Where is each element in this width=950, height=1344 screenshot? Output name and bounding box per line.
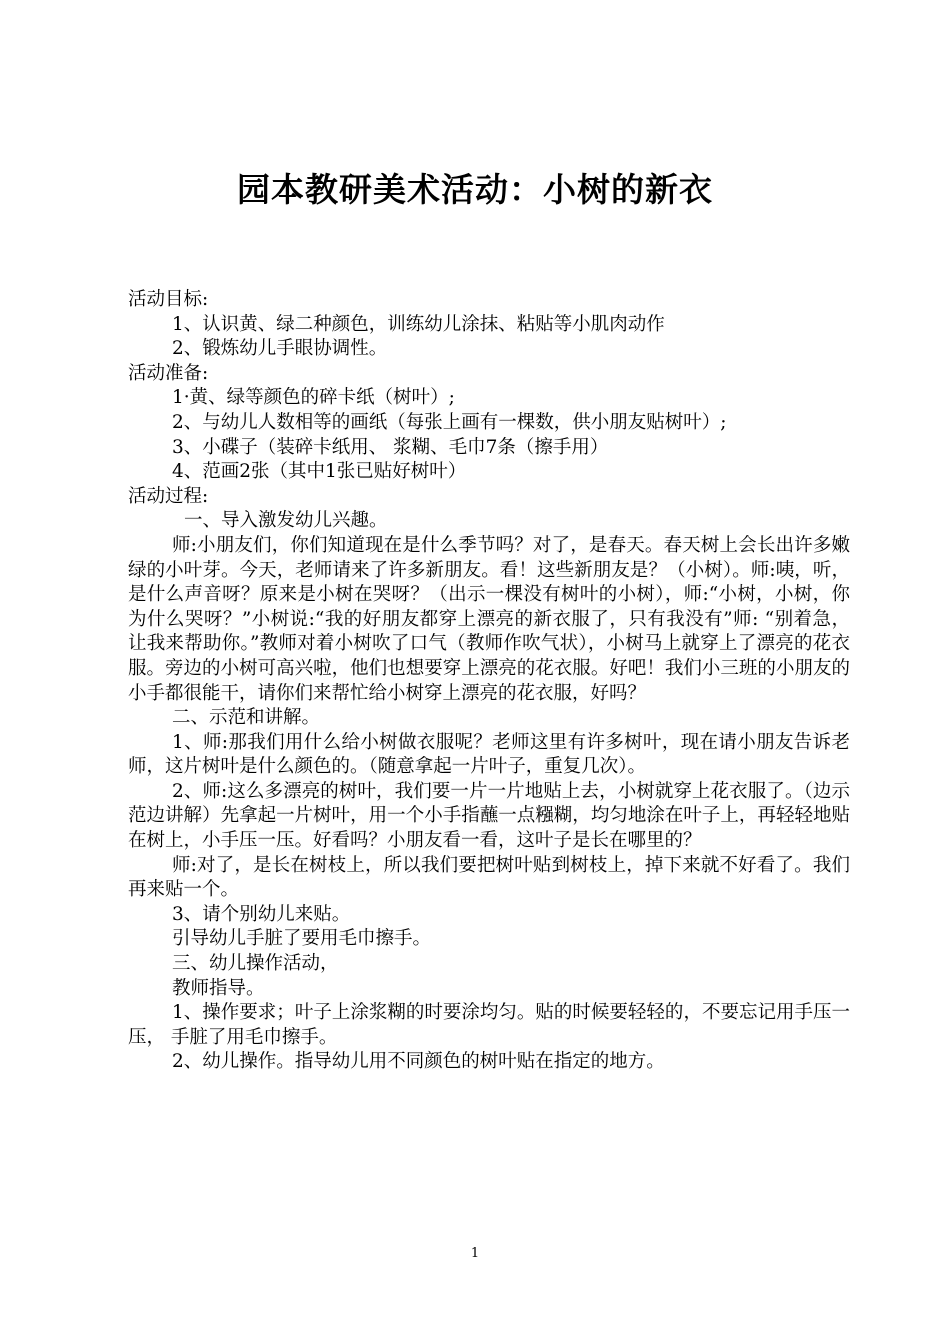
goal-item-2: 2、锻炼幼儿手眼协调性。 xyxy=(172,338,388,360)
process-section-1-heading: 一、导入激发幼儿兴趣。 xyxy=(184,510,388,532)
process-paragraph: 1、操作要求；叶子上涂浆糊的时要涂均匀。贴的时候要轻轻的，不要忘记用手压一压， 手脏了用毛巾擦手。 xyxy=(128,1002,850,1048)
document-title: 园本教研美术活动：小树的新衣 xyxy=(237,170,713,209)
process-paragraph: 2、幼儿操作。指导幼儿用不同颜色的树叶贴在指定的地方。 xyxy=(172,1051,665,1073)
page-number: 1 xyxy=(470,1246,480,1261)
process-paragraph: 师:小朋友们，你们知道现在是什么季节吗？对了，是春天。春天树上会长出许多嫩绿的小叶芽。今天，老师请来了许多新朋友。看！这些新朋友是？（小树）。师:咦，听，是什么声音呀？原来是小树在哭呀？（出示一棵没有树叶的小树），师:“小树，小树，你为什么哭呀？”小树说:“我的好朋友都穿上漂亮的新衣服了，只有我没有”师: “别着急，让我来帮助你。”教师对着小树吹了口气（教师作吹气状），小树马上就穿上了漂亮的花衣服。旁边的小树可高兴啦，他们也想要穿上漂亮的花衣服。好吧！我们小三班的小朋友的小手都很能干，请你们来帮忙给小树穿上漂亮的花衣服，好吗？ xyxy=(128,534,850,704)
process-paragraph: 1、师:那我们用什么给小树做衣服呢？老师这里有许多树叶，现在请小朋友告诉老师，这片树叶是什么颜色的。（随意拿起一片叶子，重复几次）。 xyxy=(128,731,850,778)
document-body xyxy=(128,288,850,1075)
process-paragraph: 师:对了，是长在树枝上，所以我们要把树叶贴到树枝上，掉下来就不好看了。我们再来贴一个。 xyxy=(128,854,850,901)
heading-activity-process: 活动过程: xyxy=(128,485,209,507)
prep-item-4: 4、范画2张（其中1张已贴好树叶） xyxy=(172,461,467,483)
heading-activity-goals: 活动目标: xyxy=(128,289,209,310)
process-paragraph: 3、请个别幼儿来贴。 xyxy=(172,903,351,925)
prep-item-2: 2、与幼儿人数相等的画纸（每张上画有一棵数，供小朋友贴树叶）; xyxy=(172,411,727,433)
process-section-3-heading: 三、幼儿操作活动， xyxy=(172,953,339,975)
goal-item-1: 1、认识黄、绿二种颜色，训练幼儿涂抹、粘贴等小肌肉动作 xyxy=(172,313,665,335)
prep-item-1: 1·黄、绿等颜色的碎卡纸（树叶）; xyxy=(172,387,455,409)
process-section-2-heading: 二、示范和讲解。 xyxy=(172,707,321,729)
process-paragraph: 2、师:这么多漂亮的树叶，我们要一片一片地贴上去，小树就穿上花衣服了。（边示范边讲解）先拿起一片树叶，用一个小手指蘸一点糨糊，均匀地涂在叶子上，再轻轻地贴在树上，小手压一压。好看吗？小朋友看一看，这叶子是长在哪里的？ xyxy=(128,780,850,852)
process-paragraph: 教师指导。 xyxy=(172,977,265,999)
process-paragraph: 引导幼儿手脏了要用毛巾擦手。 xyxy=(172,928,432,950)
heading-activity-preparation: 活动准备: xyxy=(128,362,209,384)
prep-item-3: 3、小碟子（装碎卡纸用、 浆糊、毛巾7条（擦手用） xyxy=(172,436,609,458)
